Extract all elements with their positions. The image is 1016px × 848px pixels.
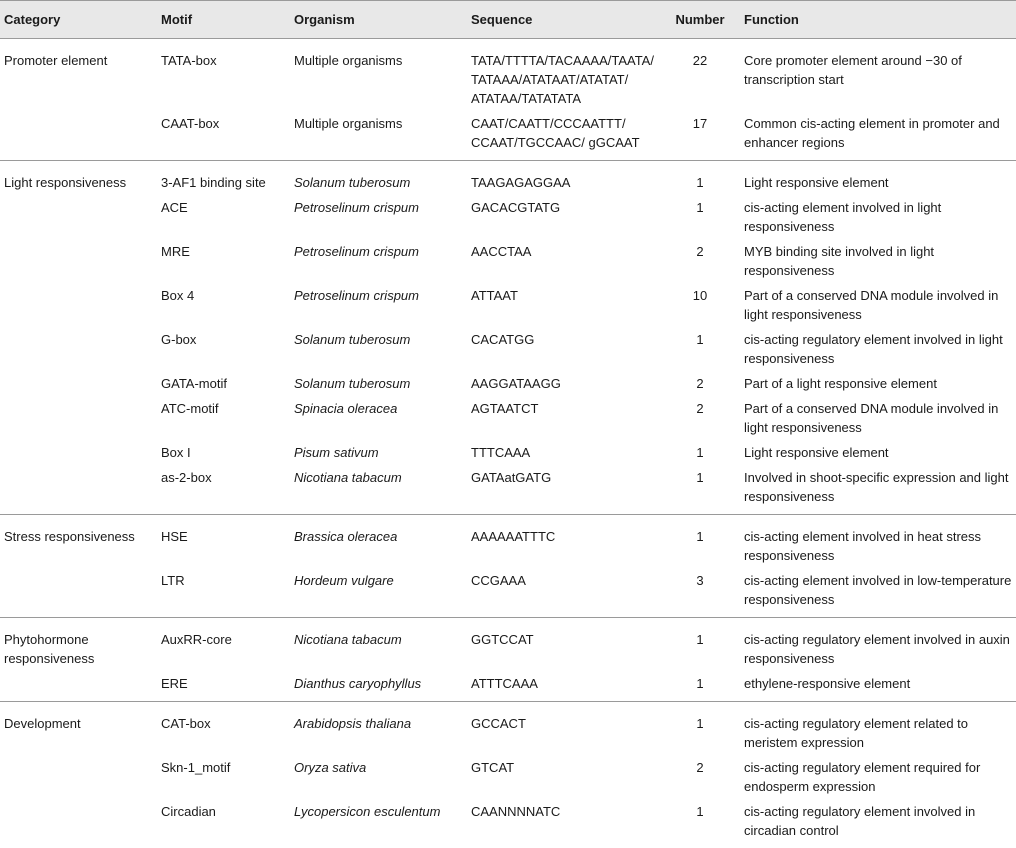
- function-cell: Light responsive element: [740, 161, 1016, 196]
- motif-cell: G-box: [157, 327, 290, 371]
- number-cell: 3: [660, 568, 740, 618]
- number-cell: 2: [660, 371, 740, 396]
- function-cell: Part of a light responsive element: [740, 371, 1016, 396]
- organism-cell: [290, 161, 467, 196]
- number-cell: 2: [660, 239, 740, 283]
- sequence-cell: AAGGATAAGG: [467, 371, 660, 396]
- organism-name: Nicotiana tabacum: [294, 470, 402, 485]
- sequence-cell: TAAGAGAGGAA: [467, 161, 660, 196]
- motif-cell: LTR: [157, 568, 290, 618]
- category-cell: [0, 568, 157, 618]
- table-row: [0, 396, 1016, 440]
- organism-cell: [290, 755, 467, 799]
- number-cell: 17: [660, 111, 740, 161]
- motif-cell: HSE: [157, 515, 290, 569]
- category-cell: [0, 111, 157, 161]
- organism-cell: [290, 239, 467, 283]
- function-cell: cis-acting regulatory element involved in circadian control: [740, 799, 1016, 848]
- organism-name: Arabidopsis thaliana: [294, 716, 411, 731]
- organism-cell: [290, 440, 467, 465]
- sequence-cell: AGTAATCT: [467, 396, 660, 440]
- organism-cell: [290, 515, 467, 569]
- category-cell: [0, 283, 157, 327]
- function-cell: cis-acting element involved in heat stress responsiveness: [740, 515, 1016, 569]
- organism-cell: [290, 671, 467, 702]
- function-cell: Part of a conserved DNA module involved in light responsiveness: [740, 283, 1016, 327]
- sequence-cell: GCCACT: [467, 702, 660, 756]
- motif-cell: Box 4: [157, 283, 290, 327]
- function-cell: Involved in shoot-specific expression and light responsiveness: [740, 465, 1016, 515]
- table-row: [0, 671, 1016, 702]
- organism-cell: [290, 568, 467, 618]
- organism-name: Petroselinum crispum: [294, 244, 419, 259]
- category-cell: [0, 239, 157, 283]
- category-cell: [0, 671, 157, 702]
- motif-cell: Box I: [157, 440, 290, 465]
- sequence-cell: ATTAAT: [467, 283, 660, 327]
- organism-cell: [290, 465, 467, 515]
- category-cell: Development: [0, 702, 157, 756]
- number-cell: 1: [660, 515, 740, 569]
- header-category: Category: [0, 1, 157, 39]
- table-row: [0, 515, 1016, 569]
- organism-name: Oryza sativa: [294, 760, 366, 775]
- category-group: [0, 515, 1016, 618]
- organism-name: Solanum tuberosum: [294, 175, 410, 190]
- header-sequence: Sequence: [467, 1, 660, 39]
- table-row: [0, 39, 1016, 112]
- sequence-cell: TTTCAAA: [467, 440, 660, 465]
- function-cell: cis-acting element involved in low-temperature responsiveness: [740, 568, 1016, 618]
- number-cell: 1: [660, 440, 740, 465]
- function-cell: cis-acting regulatory element related to meristem expression: [740, 702, 1016, 756]
- organism-name: Brassica oleracea: [294, 529, 397, 544]
- number-cell: 10: [660, 283, 740, 327]
- organism-cell: [290, 371, 467, 396]
- category-cell: Stress responsiveness: [0, 515, 157, 569]
- function-cell: Light responsive element: [740, 440, 1016, 465]
- sequence-cell: CAANNNNATC: [467, 799, 660, 848]
- number-cell: 2: [660, 396, 740, 440]
- organism-name: Pisum sativum: [294, 445, 379, 460]
- number-cell: 1: [660, 618, 740, 672]
- organism-name: Spinacia oleracea: [294, 401, 397, 416]
- number-cell: 1: [660, 671, 740, 702]
- table-row: [0, 618, 1016, 672]
- function-cell: cis-acting regulatory element involved in auxin responsiveness: [740, 618, 1016, 672]
- table-row: [0, 283, 1016, 327]
- header-organism: Organism: [290, 1, 467, 39]
- header-number: Number: [660, 1, 740, 39]
- category-cell: [0, 396, 157, 440]
- function-cell: MYB binding site involved in light responsiveness: [740, 239, 1016, 283]
- table-row: [0, 371, 1016, 396]
- organism-cell: Multiple organisms: [290, 39, 467, 112]
- organism-cell: [290, 618, 467, 672]
- table-row: [0, 327, 1016, 371]
- number-cell: 22: [660, 39, 740, 112]
- table-row: [0, 755, 1016, 799]
- table-header: [0, 1, 1016, 39]
- number-cell: 1: [660, 161, 740, 196]
- function-cell: Common cis-acting element in promoter and enhancer regions: [740, 111, 1016, 161]
- category-cell: [0, 327, 157, 371]
- category-cell: [0, 371, 157, 396]
- sequence-cell: GATAatGATG: [467, 465, 660, 515]
- organism-name: Solanum tuberosum: [294, 376, 410, 391]
- motif-cell: ERE: [157, 671, 290, 702]
- sequence-cell: CCGAAA: [467, 568, 660, 618]
- number-cell: 2: [660, 755, 740, 799]
- sequence-cell: ATTTCAAA: [467, 671, 660, 702]
- sequence-cell: GTCAT: [467, 755, 660, 799]
- number-cell: 1: [660, 195, 740, 239]
- table-row: [0, 195, 1016, 239]
- motif-cell: MRE: [157, 239, 290, 283]
- motif-cell: ATC-motif: [157, 396, 290, 440]
- category-cell: [0, 799, 157, 848]
- header-motif: Motif: [157, 1, 290, 39]
- function-cell: Core promoter element around −30 of transcription start: [740, 39, 1016, 112]
- function-cell: Part of a conserved DNA module involved in light responsiveness: [740, 396, 1016, 440]
- sequence-cell: CACATGG: [467, 327, 660, 371]
- organism-cell: [290, 396, 467, 440]
- category-group: [0, 161, 1016, 515]
- function-cell: cis-acting regulatory element required for endosperm expression: [740, 755, 1016, 799]
- category-cell: Promoter element: [0, 39, 157, 112]
- motif-cell: GATA-motif: [157, 371, 290, 396]
- table-row: [0, 799, 1016, 848]
- function-cell: cis-acting element involved in light responsiveness: [740, 195, 1016, 239]
- category-group: [0, 702, 1016, 848]
- motif-cell: CAT-box: [157, 702, 290, 756]
- category-cell: [0, 440, 157, 465]
- organism-cell: [290, 195, 467, 239]
- function-cell: cis-acting regulatory element involved in light responsiveness: [740, 327, 1016, 371]
- category-group: [0, 618, 1016, 702]
- sequence-cell: GGTCCAT: [467, 618, 660, 672]
- category-cell: [0, 195, 157, 239]
- organism-name: Lycopersicon esculentum: [294, 804, 440, 819]
- sequence-cell: AAAAAATTTC: [467, 515, 660, 569]
- table-row: [0, 239, 1016, 283]
- header-row: [0, 1, 1016, 39]
- organism-cell: [290, 799, 467, 848]
- number-cell: 1: [660, 702, 740, 756]
- organism-name: Solanum tuberosum: [294, 332, 410, 347]
- sequence-cell: GACACGTATG: [467, 195, 660, 239]
- organism-name: Nicotiana tabacum: [294, 632, 402, 647]
- organism-cell: [290, 283, 467, 327]
- table-row: [0, 568, 1016, 618]
- organism-cell: [290, 702, 467, 756]
- organism-name: Dianthus caryophyllus: [294, 676, 421, 691]
- category-cell: [0, 465, 157, 515]
- number-cell: 1: [660, 799, 740, 848]
- header-function: Function: [740, 1, 1016, 39]
- motif-cell: AuxRR-core: [157, 618, 290, 672]
- function-cell: ethylene-responsive element: [740, 671, 1016, 702]
- motif-cell: TATA-box: [157, 39, 290, 112]
- category-cell: Light responsiveness: [0, 161, 157, 196]
- sequence-cell: TATA/TTTTA/TACAAAA/TAATA/ TATAAA/ATATAAT/ATATAT/ ATATAA/TATATATA: [467, 39, 660, 112]
- motif-cell: CAAT-box: [157, 111, 290, 161]
- organism-name: Petroselinum crispum: [294, 200, 419, 215]
- table-row: [0, 440, 1016, 465]
- motif-cell: as-2-box: [157, 465, 290, 515]
- organism-name: Hordeum vulgare: [294, 573, 394, 588]
- category-cell: Phytohormone responsiveness: [0, 618, 157, 672]
- table-row: [0, 465, 1016, 515]
- number-cell: 1: [660, 327, 740, 371]
- table-row: [0, 111, 1016, 161]
- category-group: [0, 39, 1016, 161]
- motif-cell: 3-AF1 binding site: [157, 161, 290, 196]
- motif-cell: ACE: [157, 195, 290, 239]
- motif-cell: Circadian: [157, 799, 290, 848]
- category-cell: [0, 755, 157, 799]
- table-row: [0, 161, 1016, 196]
- number-cell: 1: [660, 465, 740, 515]
- organism-cell: [290, 327, 467, 371]
- organism-cell: Multiple organisms: [290, 111, 467, 161]
- organism-name: Petroselinum crispum: [294, 288, 419, 303]
- table-row: [0, 702, 1016, 756]
- sequence-cell: AACCTAA: [467, 239, 660, 283]
- motif-cell: Skn-1_motif: [157, 755, 290, 799]
- sequence-cell: CAAT/CAATT/CCCAATTT/ CCAAT/TGCCAAC/ gGCAAT: [467, 111, 660, 161]
